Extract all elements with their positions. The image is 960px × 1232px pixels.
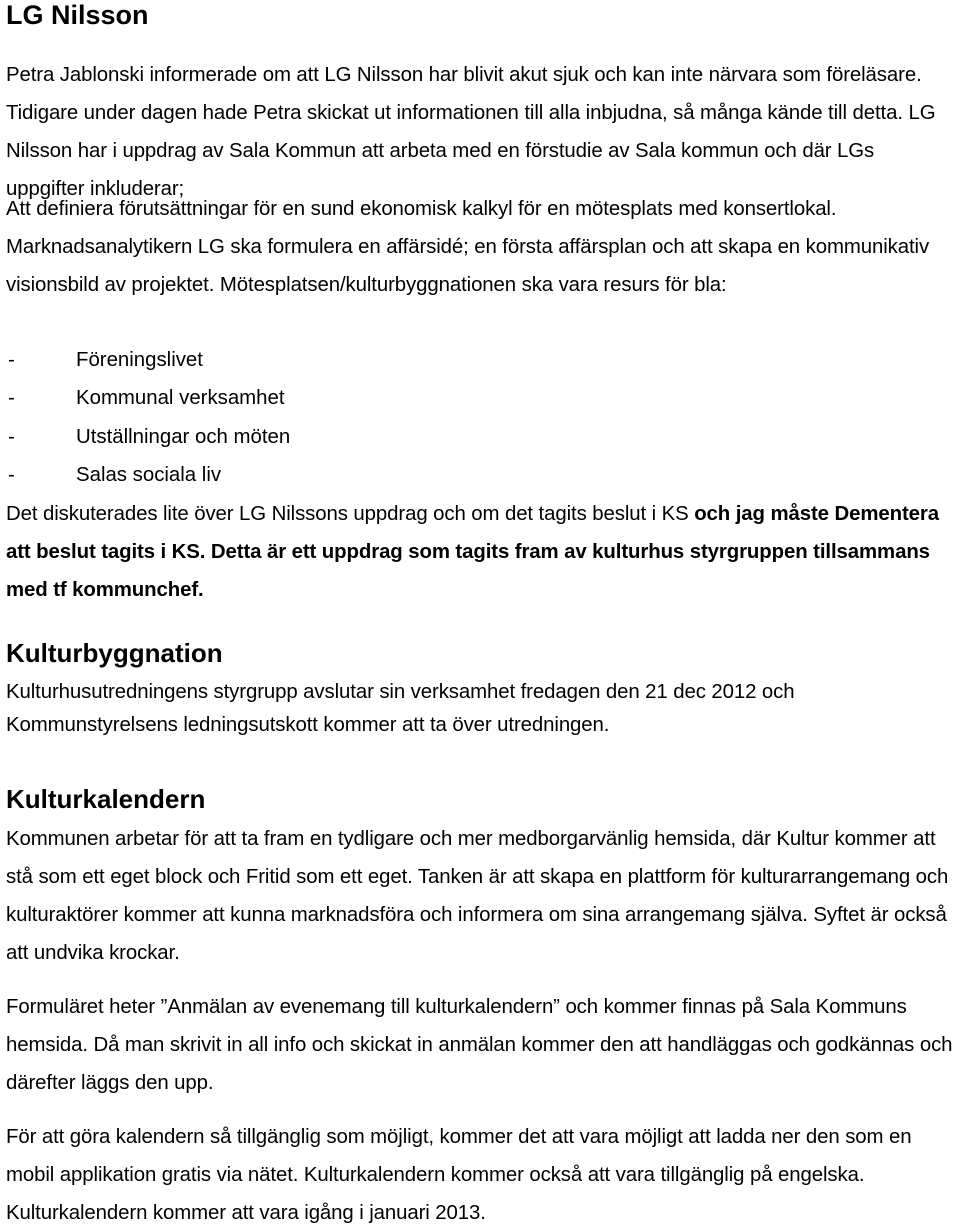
heading-kulturbyggnation: Kulturbyggnation [6,638,223,668]
list-dash: - [8,425,15,448]
list-dash: - [8,349,15,371]
list-item [6,341,290,379]
list-item-text: Utställningar och möten [76,425,291,448]
list-item-text: Kommunal verksamhet [76,387,285,410]
resource-list [6,341,290,494]
paragraph-nilsson-intro: Petra Jablonski informerade om att LG Nilsson har blivit akut sjuk och kan inte närvara som föreläsare. Tidigare under dagen hade Petra skickat ut informationen till alla inbjudna, så många kände till detta. LG Nilsson har i uppdrag av Sala Kommun att arbeta med en förstudie av Sala kommun och där LGs uppgifter inkluderar; [6,64,936,200]
discussion-text: Det diskuterades lite över LG Nilssons uppdrag och om det tagits beslut i KS [6,503,695,525]
list-item-text: Salas sociala liv [76,463,222,486]
list-dash: - [8,463,15,486]
paragraph-kulturkalendern-mobile: För att göra kalendern så tillgänglig som möjligt, kommer det att vara möjligt att ladda ner den som en mobil applikation gratis via nätet. Kulturkalendern kommer också att vara tillgänglig på engelska. Kulturkalendern kommer att vara igång i januari 2013. [6,1126,912,1224]
heading-kulturkalendern: Kulturkalendern [6,784,206,814]
heading-lg-nilsson: LG Nilsson [6,0,149,30]
list-item-text: Föreningslivet [76,349,203,371]
paragraph-nilsson-assignment: Att definiera förutsättningar för en sund ekonomisk kalkyl för en mötesplats med konsertlokal. Marknadsanalytikern LG ska formulera en affärsidé; en första affärsplan och att skapa en kommunikativ visionsbild av projektet. Mötesplatsen/kulturbyggnationen ska vara resurs för bla: [6,198,930,296]
discussion-bold-text: och jag måste Dementera att beslut tagits i KS. Detta är ett uppdrag som tagits fram av kulturhus styrgruppen tillsammans med tf kommunchef. [6,503,939,601]
list-item [6,379,290,417]
list-item [6,456,290,494]
paragraph-nilsson-discussion [6,495,958,609]
paragraph-kulturkalendern-website: Kommunen arbetar för att ta fram en tydligare och mer medborgarvänlig hemsida, där Kultur kommer att stå som ett eget block och Fritid som ett eget. Tanken är att skapa en plattform för kulturarrangemang och kulturaktörer kommer att kunna marknadsföra och informera om sina arrangemang själva. Syftet är också att undvika krockar. [6,828,949,964]
paragraph-kulturkalendern-form: Formuläret heter ”Anmälan av evenemang till kulturkalendern” och kommer finnas på Sala Kommuns hemsida. Då man skrivit in all info och skickat in anmälan kommer den att handläggas och godkännas och därefter läggs den upp. [6,996,953,1094]
list-item [6,418,290,456]
list-dash: - [8,387,15,410]
paragraph-kulturbyggnation: Kulturhusutredningens styrgrupp avslutar sin verksamhet fredagen den 21 dec 2012 och Kommunstyrelsens ledningsutskott kommer att ta över utredningen. [6,681,795,736]
